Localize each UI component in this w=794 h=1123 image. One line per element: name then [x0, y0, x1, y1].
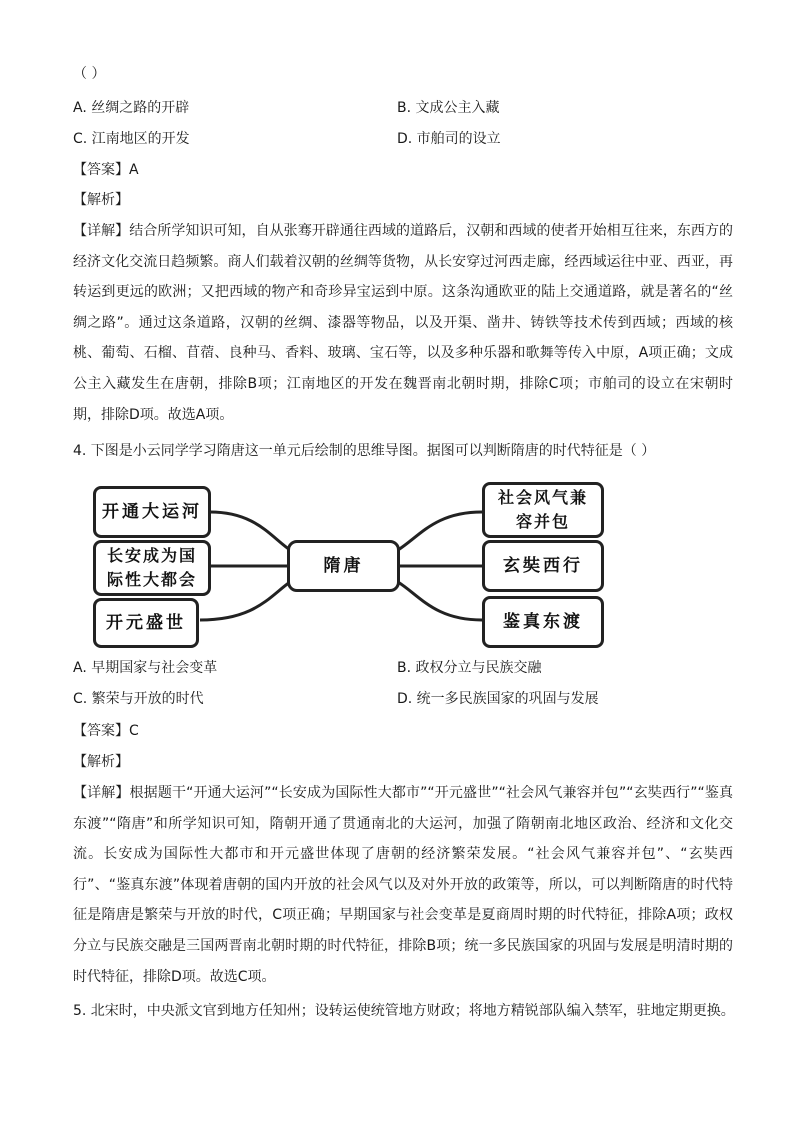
q4-stem: 4. 下图是小云同学学习隋唐这一单元后绘制的思维导图。据图可以判断隋唐的时代特征是（ ） — [73, 443, 656, 459]
q3-detail — [73, 216, 733, 430]
q3-paren: （ ） — [73, 66, 106, 82]
mindmap-node-left-3: 开元盛世 — [93, 598, 199, 648]
mindmap-node-right-3: 鉴真东渡 — [482, 596, 604, 648]
q4-mindmap — [90, 478, 610, 654]
mindmap-node-right-1: 社会风气兼容并包 — [482, 482, 604, 538]
q4-analysis-label: 【解析】 — [73, 754, 129, 770]
q3-option-a: A. 丝绸之路的开辟 — [73, 100, 190, 116]
q3-option-c: C. 江南地区的开发 — [73, 131, 190, 147]
q4-detail — [73, 778, 733, 992]
mindmap-node-left-1: 开通大运河 — [93, 486, 211, 538]
q4-answer-label: 【答案】 — [73, 723, 129, 739]
q3-option-d: D. 市舶司的设立 — [397, 131, 501, 147]
q3-answer — [73, 160, 733, 180]
connector-right-top — [398, 512, 482, 550]
q4-answer — [73, 721, 733, 741]
mindmap-node-right-2: 玄奘西行 — [482, 540, 604, 592]
connector-left-bottom — [200, 582, 290, 620]
q4-option-d: D. 统一多民族国家的巩固与发展 — [397, 691, 599, 707]
q5-stem: 5. 北宋时，中央派文官到地方任知州；设转运使统管地方财政；将地方精锐部队编入禁军，驻地定期更换。 — [73, 1003, 735, 1019]
q3-answer-value: A — [129, 162, 139, 178]
q3-answer-label: 【答案】 — [73, 162, 129, 178]
mindmap-node-center: 隋唐 — [287, 540, 400, 592]
q4-option-c: C. 繁荣与开放的时代 — [73, 691, 204, 707]
q3-detail-label: 【详解】 — [73, 223, 130, 239]
q4-answer-value: C — [129, 723, 139, 739]
q4-detail-text: 根据题干“开通大运河”“长安成为国际性大都市”“开元盛世”“社会风气兼容并包”“玄奘西行”“鉴真东渡”“隋唐”和所学知识可知，隋朝开通了贯通南北的大运河，加强了隋朝南北地区政治、经济和文化交流。长安成为国际性大都市和开元盛世体现了唐朝的经济繁荣发展。“社会风气兼容并包”、“玄奘西行”、“鉴真东渡”体现着唐朝的国内开放的社会风气以及对外开放的政策等，所以，可以判断隋唐的时代特征是隋唐是繁荣与开放的时代，C项正确；早期国家与社会变革是夏商周时期的时代特征，排除A项；政权分立与民族交融是三国两晋南北朝时期的时代特征，排除B项；统一多民族国家的巩固与发展是明清时期的时代特征，排除D项。故选C项。 — [73, 785, 734, 985]
connector-right-bottom — [398, 582, 482, 620]
q3-analysis-label: 【解析】 — [73, 192, 129, 208]
q4-detail-label: 【详解】 — [73, 785, 130, 801]
mindmap-node-left-2: 长安成为国际性大都会 — [93, 540, 211, 596]
connector-left-top — [210, 512, 290, 550]
q4-option-b: B. 政权分立与民族交融 — [397, 660, 542, 676]
q3-detail-text: 结合所学知识可知，自从张骞开辟通往西域的道路后，汉朝和西域的使者开始相互往来，东西方的经济文化交流日趋频繁。商人们载着汉朝的丝绸等货物，从长安穿过河西走廊，经西域运往中亚、西亚，再转运到更远的欧洲；又把西域的物产和奇珍异宝运到中原。这条沟通欧亚的陆上交通道路，就是著名的“丝绸之路”。通过这条道路，汉朝的丝绸、漆器等物品，以及开渠、凿井、铸铁等技术传到西域；西域的核桃、葡萄、石榴、苜蓿、良种马、香料、玻璃、宝石等，以及多种乐器和歌舞等传入中原，A项正确；文成公主入藏发生在唐朝，排除B项；江南地区的开发在魏晋南北朝时期，排除C项；市舶司的设立在宋朝时期，排除D项。故选A项。 — [73, 223, 734, 423]
q3-option-b: B. 文成公主入藏 — [397, 100, 500, 116]
q4-option-a: A. 早期国家与社会变革 — [73, 660, 218, 676]
